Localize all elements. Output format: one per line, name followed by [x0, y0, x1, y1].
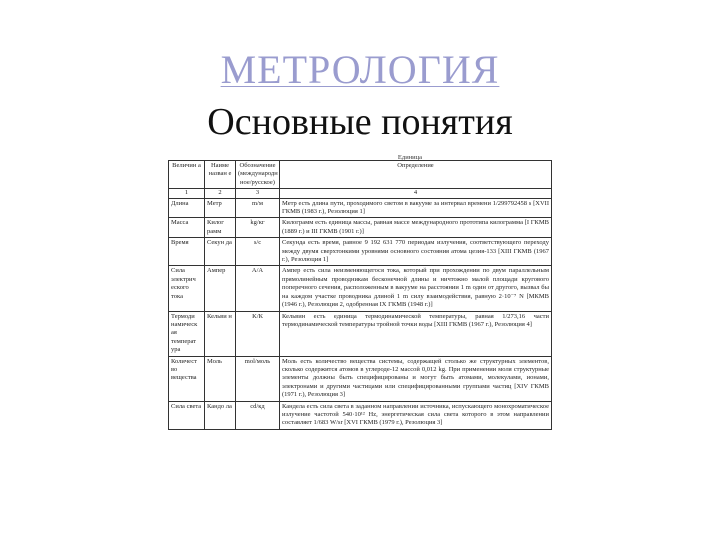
slide-subtitle: Основные понятия — [207, 101, 513, 143]
column-number: 2 — [205, 189, 236, 198]
table-row — [169, 218, 552, 238]
table-row — [169, 356, 552, 401]
cell-unit-name: Кельви н — [205, 311, 236, 356]
cell-quantity: Длина — [169, 198, 205, 218]
cell-unit-name: Килог рамм — [205, 218, 236, 238]
cell-unit-symbol: A/А — [236, 266, 280, 311]
cell-quantity: Сила электрич еского тока — [169, 266, 205, 311]
si-units-table — [168, 160, 552, 430]
column-number: 3 — [236, 189, 280, 198]
cell-definition: Метр есть длина пути, проходимого светом в вакууме за интервал времени 1/299792458 s [XVII ГКМВ (1983 г.), Резолюция 1] — [280, 198, 552, 218]
cell-unit-symbol: mol/моль — [236, 356, 280, 401]
column-number-row — [169, 189, 552, 198]
cell-definition: Секунда есть время, равное 9 192 631 770 периодам излучения, соответствующего переходу между двумя сверхтонкими уровнями основного состояния атома цезия-133 [XIII ГКМВ (1967 г.), Резолюция 1] — [280, 238, 552, 266]
cell-definition: Моль есть количество вещества системы, содержащей столько же структурных элементов, сколько содержится атомов в углероде-12 массой 0,012 kg. При применении моля структурные элементы должны быть специфицированы и могут быть атомами, молекулами, ионами, электронами и другими частицами или специфицированными группами частиц [XIV ГКМВ (1971 г.), Резолюция 3] — [280, 356, 552, 401]
cell-quantity: Масса — [169, 218, 205, 238]
cell-definition: Ампер есть сила неизменяющегося тока, который при прохождении по двум параллельным прямолинейным проводникам бесконечной длины и ничтожно малой площади кругового поперечного сечения, расположенным в вакууме на расстоянии 1 m один от другого, вызвал бы на каждом участке проводника длиной 1 m силу взаимодействия, равную 2·10⁻⁷ N [МКМВ (1946 г.), Резолюция 2, одобренная IX ГКМВ (1948 г.)] — [280, 266, 552, 311]
table-row — [169, 266, 552, 311]
cell-definition: Килограмм есть единица массы, равная массе международного прототипа килограмма [I ГКМВ (1889 г.) и III ГКМВ (1901 г.)] — [280, 218, 552, 238]
cell-quantity: Время — [169, 238, 205, 266]
column-number: 1 — [169, 189, 205, 198]
table-row — [169, 238, 552, 266]
header-definition: Определение — [280, 161, 552, 189]
cell-unit-symbol: cd/кд — [236, 401, 280, 429]
table-row — [169, 401, 552, 429]
header-quantity: Величин а — [169, 161, 205, 189]
cell-quantity: Термоди намическ ая температ ура — [169, 311, 205, 356]
table-caption: Единица — [397, 154, 422, 161]
cell-unit-name: Метр — [205, 198, 236, 218]
slide-title: МЕТРОЛОГИЯ — [220, 47, 500, 92]
cell-unit-symbol: m/м — [236, 198, 280, 218]
cell-unit-name: Секун да — [205, 238, 236, 266]
header-unit-name: Наиме назван е — [205, 161, 236, 189]
cell-unit-symbol: s/с — [236, 238, 280, 266]
cell-unit-name: Моль — [205, 356, 236, 401]
cell-quantity: Сила света — [169, 401, 205, 429]
table-header-row — [169, 161, 552, 189]
header-unit-symbol: Обозначение (международн ное/русское) — [236, 161, 280, 189]
cell-unit-name: Кандо ла — [205, 401, 236, 429]
table-row — [169, 311, 552, 356]
cell-unit-symbol: K/К — [236, 311, 280, 356]
cell-definition: Кандела есть сила света в заданном направлении источника, испускающего монохроматическое излучение частотой 540·10¹² Hz, энергетическая сила света которого в этом направлении составляет 1/683 W/sr [XVI ГКМВ (1979 г.), Резолюция 3] — [280, 401, 552, 429]
cell-unit-symbol: kg/кг — [236, 218, 280, 238]
column-number: 4 — [280, 189, 552, 198]
cell-quantity: Количест во вещества — [169, 356, 205, 401]
table-row — [169, 198, 552, 218]
cell-unit-name: Ампер — [205, 266, 236, 311]
si-units-table-figure — [168, 154, 552, 488]
cell-definition: Кельвин есть единица термодинамической температуры, равная 1/273,16 части термодинамической температуры тройной точки воды [XIII ГКМВ (1967 г.), Резолюция 4] — [280, 311, 552, 356]
